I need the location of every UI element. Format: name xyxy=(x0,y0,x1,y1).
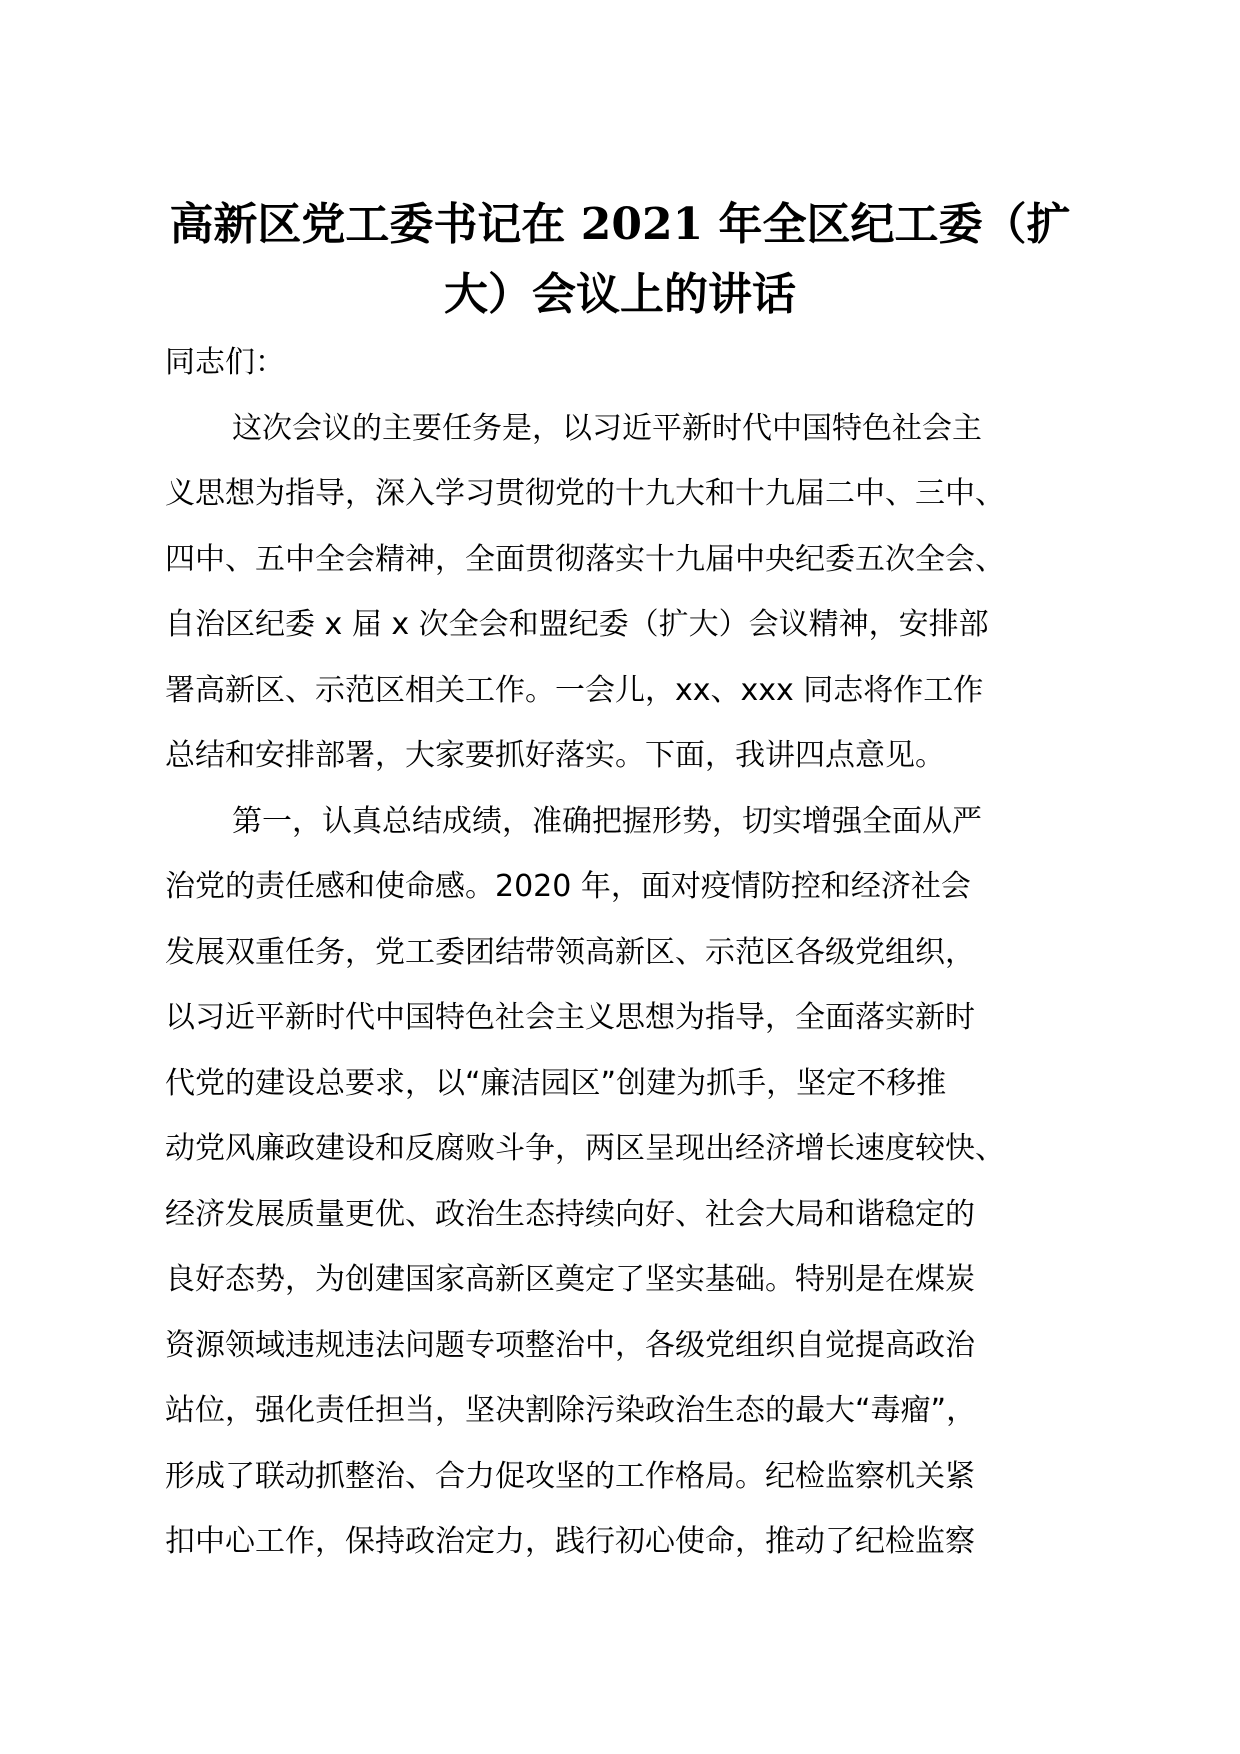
body-line: 形成了联动抓整治、合力促攻坚的工作格局。纪检监察机关紧 xyxy=(165,1458,975,1494)
title-line: 大）会议上的讲话 xyxy=(444,269,796,320)
body-line: 资源领域违规违法问题专项整治中，各级党组织自觉提高政治 xyxy=(165,1327,975,1363)
body-line: 以习近平新时代中国特色社会主义思想为指导，全面落实新时 xyxy=(165,1000,975,1035)
body-line: 发展双重任务，党工委团结带领高新区、示范区各级党组织， xyxy=(165,934,975,970)
title-line: 高新区党工委书记在 2021 年全区纪工委（扩 xyxy=(169,199,1071,250)
body-line: 治党的责任感和使命感。2020 年，面对疫情防控和经济社会 xyxy=(165,869,971,904)
body-line: 四中、五中全会精神，全面贯彻落实十九届中央纪委五次全会、 xyxy=(165,541,1005,577)
body-line: 总结和安排部署，大家要抓好落实。下面，我讲四点意见。 xyxy=(165,738,945,773)
body-line: 动党风廉政建设和反腐败斗争，两区呈现出经济增长速度较快、 xyxy=(165,1131,1005,1166)
body-line: 扣中心工作，保持政治定力，践行初心使命，推动了纪检监察 xyxy=(165,1524,975,1559)
paragraph-first-line: 这次会议的主要任务是，以习近平新时代中国特色社会主 xyxy=(232,410,982,446)
document-title xyxy=(150,190,1090,330)
body-line: 经济发展质量更优、政治生态持续向好、社会大局和谐稳定的 xyxy=(165,1196,975,1232)
paragraph-first-line: 第一，认真总结成绩，准确把握形势，切实增强全面从严 xyxy=(232,803,982,839)
body-line: 代党的建设总要求，以“廉洁园区”创建为抓手，坚定不移推 xyxy=(165,1065,947,1101)
document-body xyxy=(165,330,1100,1575)
body-line: 良好态势，为创建国家高新区奠定了坚实基础。特别是在煤炭 xyxy=(165,1262,975,1297)
body-line: 署高新区、示范区相关工作。一会儿，xx、xxx 同志将作工作 xyxy=(165,672,984,708)
body-line: 自治区纪委 x 届 x 次全会和盟纪委（扩大）会议精神，安排部 xyxy=(165,607,989,642)
body-line: 义思想为指导，深入学习贯彻党的十九大和十九届二中、三中、 xyxy=(165,476,1005,511)
salutation: 同志们： xyxy=(165,345,285,380)
body-line: 站位，强化责任担当，坚决割除污染政治生态的最大“毒瘤”， xyxy=(165,1393,977,1428)
